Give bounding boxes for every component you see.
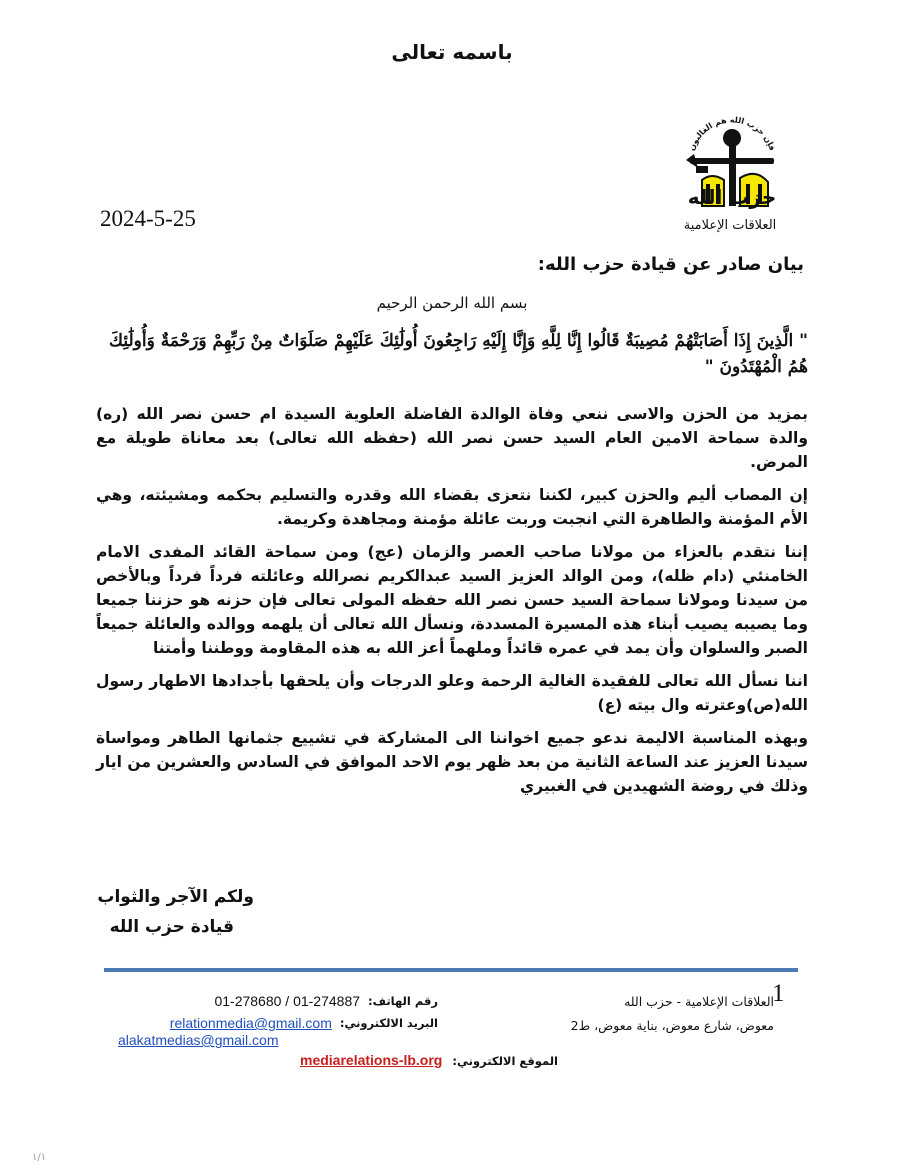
statement-body [96, 402, 808, 807]
logo-caption: العلاقات الإعلامية [683, 218, 777, 233]
footer-org-line: العلاقات الإعلامية - حزب الله [624, 994, 774, 1009]
closing-block [97, 882, 254, 942]
phone-row [128, 990, 438, 1012]
basmala: بسم الله الرحمن الرحيم [376, 294, 528, 312]
paragraph-sympathies: إننا نتقدم بالعزاء من مولانا صاحب العصر والزمان (عج) ومن سماحة القائد المفدى الامام الخامنئي (دام ظله)، ومن الوالد العزيز السيد عبدالكريم نصرالله وعائلته فرداً فرداً وبالأخص من سيدنا ومولانا سماحة السيد حسن نصر الله حفظه المولى تعالى فإن حزنه هو حزننا جميعا وما يصيبه يصيب أبناء هذه المسيرة المسددة، ونسأل الله تعالى أن يلهمه ووالده والعائلة جميعاً الصبر والسلوان وأن يمد في عمره قائداً وملهماً أعز الله به هذه المقاومة ووطننا وأمتنا [96, 543, 808, 657]
email-link-secondary[interactable]: alakatmedias@gmail.com [118, 1032, 279, 1048]
email-link-primary[interactable]: relationmedia@gmail.com [169, 1015, 332, 1031]
website-label: الموقع الالكتروني: [452, 1054, 558, 1068]
paragraph-prayer: اننا نسأل الله تعالى للفقيدة الغالية الرحمة وعلو الدرجات وأن يلحقها بأجدادها الاطهار رسول الله(ص)وعترته وال بيته (ع) [96, 672, 808, 714]
page-marker: ١/١ [32, 1152, 47, 1163]
footer-contact [128, 990, 438, 1034]
footer-organization [571, 990, 774, 1038]
logo-name-text: حزب الله [687, 185, 777, 209]
website-link[interactable]: mediarelations-lb.org [300, 1052, 443, 1068]
paragraph-funeral-invitation: وبهذه المناسبة الاليمة ندعو جميع اخواننا الى المشاركة في تشييع جثمانها الطاهر ومواساة سيدنا العزيز عند الساعة الثانية من بعد ظهر يوم الاحد الموافق في السادس والعشرين من ايار وذلك في روضة الشهيدين في الغبيري [96, 729, 808, 795]
footer-divider [104, 968, 798, 972]
logo-emblem-icon [672, 108, 790, 218]
quran-verse: " الَّذِينَ إِذَا أَصَابَتْهُمْ مُصِيبَةٌ قَالُوا إِنَّا لِلَّهِ وَإِنَّا إِلَيْهِ رَاجِعُونَ أُولَٰئِكَ عَلَيْهِمْ صَلَوَاتٌ مِنْ رَبِّهِمْ وَرَحْمَةٌ وَأُولَٰئِكَ هُمُ الْمُهْتَدُونَ " [109, 331, 808, 377]
email-label: البريد الالكتروني: [339, 1016, 438, 1030]
statement-title: بيان صادر عن قيادة حزب الله: [537, 254, 804, 275]
email-row [128, 1012, 438, 1034]
phone-label: رقم الهاتف: [368, 994, 438, 1008]
page-number: 1 [772, 980, 785, 1007]
logo-arc-text: فإن حزب الله هم الغالبون [686, 115, 778, 152]
paragraph-solace: إن المصاب أليم والحزن كبير، لكننا نتعزى بقضاء الله وقدره والتسليم بحكمه ومشيئته، وهي الأم المؤمنة والطاهرة التي انجبت وربت عائلة مؤمنة ومجاهدة وكريمة. [96, 486, 808, 528]
phone-number[interactable]: 01-278680 / 01-274887 [214, 993, 361, 1009]
signature: قيادة حزب الله [109, 917, 234, 937]
closing-phrase: ولكم الآجر والثواب [97, 887, 254, 907]
paragraph-condolence: بمزيد من الحزن والاسى ننعي وفاة الوالدة الفاضلة العلوية السيدة ام حسن نصر الله (ره) والدة سماحة الامين العام السيد حسن نصر الله (حفظه الله تعالى) بعد معاناة طويلة مع المرض. [96, 405, 808, 471]
footer-address: معوض، شارع معوض، بناية معوض، ط2 [570, 1018, 774, 1033]
website-row [300, 1052, 558, 1068]
statement-date: 2024-5-25 [100, 206, 196, 231]
invocation-heading: باسمه تعالى [391, 40, 513, 64]
